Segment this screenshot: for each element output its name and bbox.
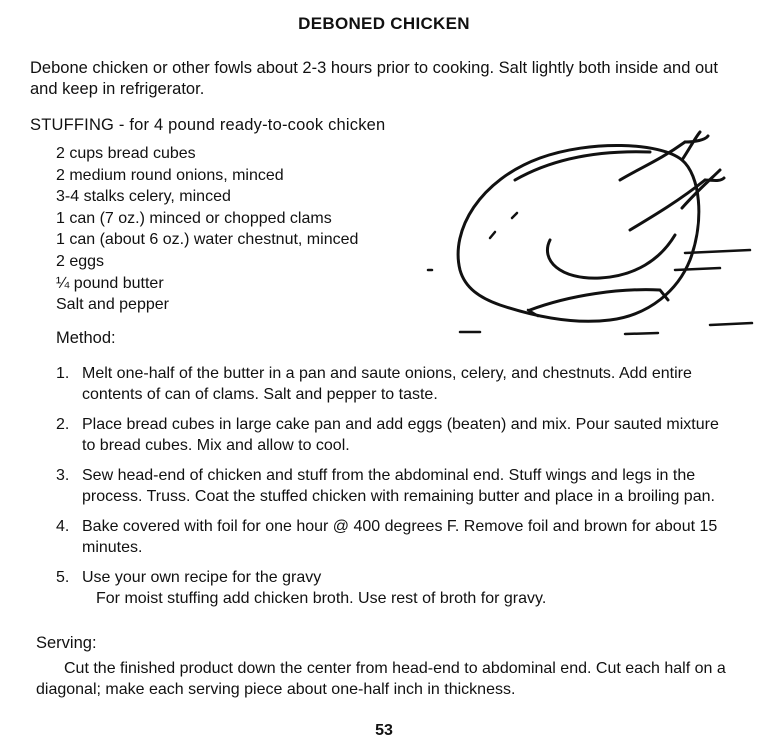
step-text: Melt one-half of the butter in a pan and saute onions, celery, and chestnuts. Add entire contents of can of clams. Salt and pepper to taste. — [82, 365, 692, 403]
step-text: Bake covered with foil for one hour @ 400 degrees F. Remove foil and brown for about 15 minutes. — [82, 518, 718, 556]
method-steps — [56, 363, 726, 618]
recipe-title: DEBONED CHICKEN — [298, 14, 470, 33]
step-number: 4. — [56, 518, 70, 535]
method-step — [56, 414, 726, 456]
ingredient-item: ¼ pound butter — [56, 274, 164, 292]
method-step — [56, 363, 726, 405]
step-text: Sew head-end of chicken and stuff from the abdominal end. Stuff wings and legs in the process. Truss. Coat the stuffed chicken with remaining butter and place in a broiling pan. — [82, 467, 715, 505]
step-number: 3. — [56, 467, 70, 484]
method-step — [56, 465, 726, 507]
ingredient-item: 2 cups bread cubes — [56, 145, 196, 162]
step-subtext: For moist stuffing add chicken broth. Use rest of broth for gravy. — [96, 590, 547, 607]
ingredient-item: 3-4 stalks celery, minced — [56, 188, 231, 206]
ingredient-item: 1 can (about 6 oz.) water chestnut, minced — [56, 231, 359, 249]
ingredient-item: 2 eggs — [56, 252, 105, 270]
step-text-group — [82, 567, 726, 609]
intro-paragraph: Debone chicken or other fowls about 2-3 hours prior to cooking. Salt lightly both inside and out and keep in refrigerator. — [30, 59, 718, 98]
method-step — [56, 567, 726, 609]
serving-paragraph: Cut the finished product down the center from head-end to abdominal end. Cut each half on a diagonal; make each serving piece about one-half inch in thickness. — [36, 660, 726, 698]
ingredient-item: Salt and pepper — [56, 296, 169, 314]
ingredient-list — [56, 143, 358, 316]
step-number: 2. — [56, 416, 70, 433]
method-heading: Method: — [56, 329, 116, 347]
serving-heading: Serving: — [36, 634, 97, 652]
ingredient-item: 2 medium round onions, minced — [56, 166, 284, 184]
ingredient-item: 1 can (7 oz.) minced or chopped clams — [56, 209, 332, 227]
roast-chicken-drawing-icon — [420, 120, 760, 350]
stuffing-heading: STUFFING - for 4 pound ready-to-cook chicken — [30, 116, 386, 134]
step-text: Use your own recipe for the gravy — [82, 569, 322, 586]
step-text: Place bread cubes in large cake pan and add eggs (beaten) and mix. Pour sauted mixture to bread cubes. Mix and allow to cool. — [82, 416, 719, 454]
step-number: 5. — [56, 569, 70, 586]
method-step — [56, 516, 726, 558]
step-number: 1. — [56, 365, 70, 382]
page-number: 53 — [375, 722, 393, 739]
